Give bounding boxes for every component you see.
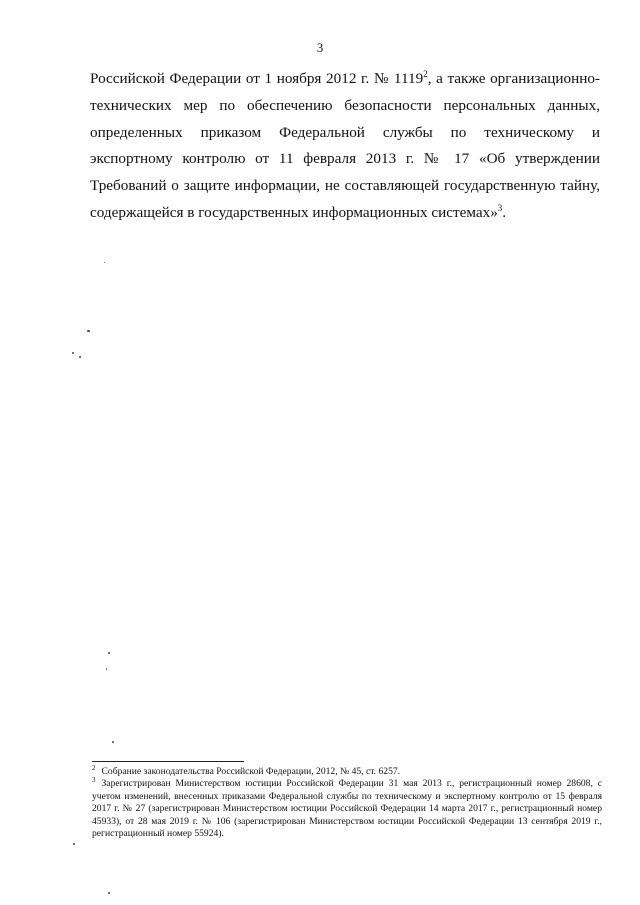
footnote-text: Зарегистрирован Министерством юстиции Российской Федерации 31 мая 2013 г., регистрационный номер 28608, с учетом изменений, внесенных приказами Федеральной службы по техническому и экспертному контролю от 15 февраля 2017 г. № 27 (зарегистрирован Министерством юстиции Российской Федерации 14 марта 2017 г., регистрационный номер 45933), от 28 мая 2019 г. № 106 (зарегистрирован Министерством юстиции Российской Федерации 13 сентября 2019 г., регистрационный номер 55924). xyxy=(92,778,602,840)
footnote-mark: 2 xyxy=(92,763,96,772)
scan-speck xyxy=(108,892,110,894)
footnotes xyxy=(92,763,602,840)
footnote-mark: 3 xyxy=(92,776,96,785)
footnote-ref-3: 3 xyxy=(497,202,503,213)
footnote-separator xyxy=(92,761,244,762)
footnote-2 xyxy=(92,763,602,778)
footnote-ref-2: 2 xyxy=(423,68,428,79)
footnote-3 xyxy=(92,778,602,840)
scan-speck xyxy=(87,330,90,332)
body-text-part-3: . xyxy=(502,203,507,221)
scan-speck xyxy=(79,356,81,358)
page-number: 3 xyxy=(316,40,324,55)
scan-speck xyxy=(112,741,114,743)
footnote-text: Собрание законодательства Российской Федерации, 2012, № 45, ст. 6257. xyxy=(101,766,401,777)
body-text-part-1: Российской Федерации от 1 ноября 2012 г. № 1119 xyxy=(90,70,424,87)
scan-speck xyxy=(106,668,107,670)
scan-speck xyxy=(108,652,110,654)
scan-speck xyxy=(73,843,75,845)
scan-speck xyxy=(72,352,74,354)
scan-speck xyxy=(104,262,105,263)
body-text-part-2: , а также организационно-технических мер по обеспечению безопасности персональных данных, определенных приказом Федеральной службы по техническому и экспортному контролю от 11 февраля 2013 г. № 17 «Об утверждении Требований о защите информации, не составляющей государственную тайну, содержащейся в государственных информационных системах» xyxy=(90,70,600,221)
body-paragraph xyxy=(90,66,600,227)
